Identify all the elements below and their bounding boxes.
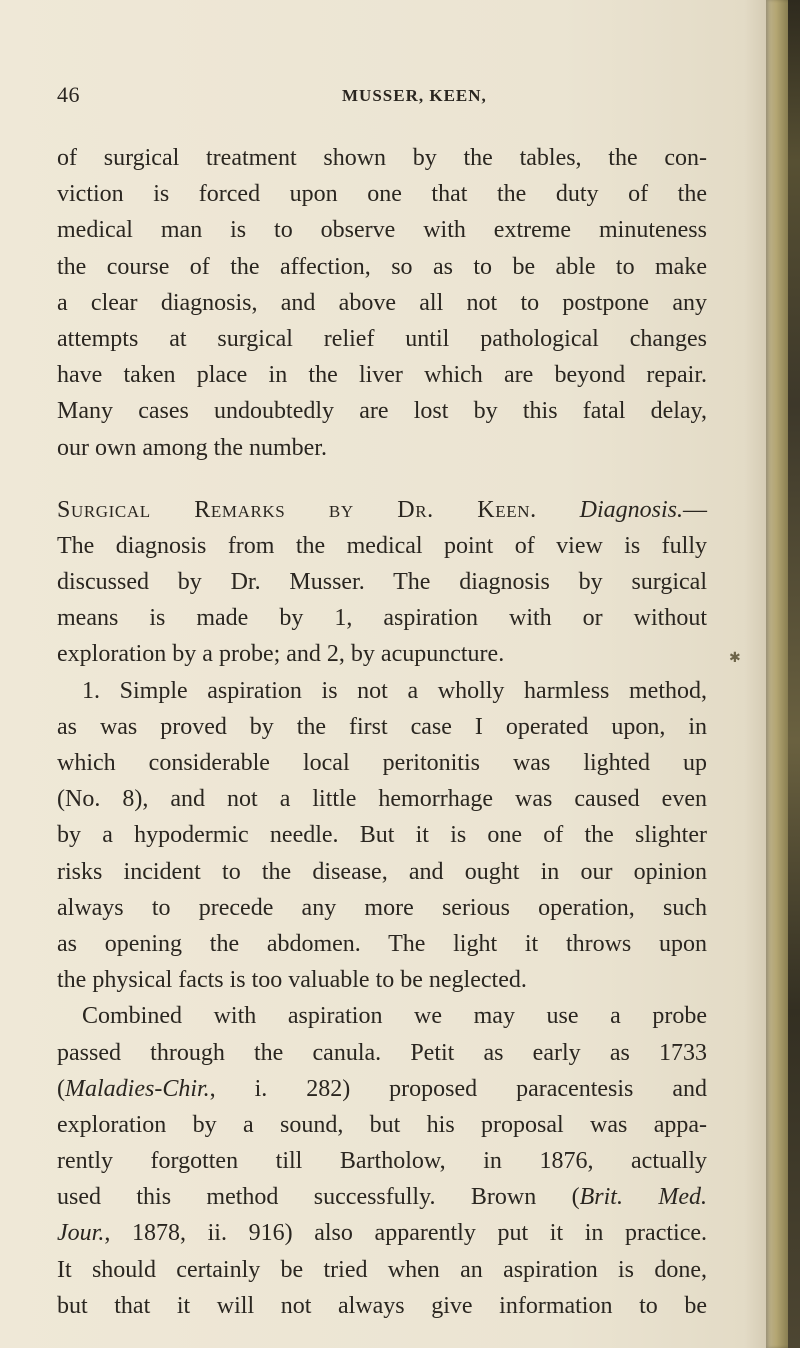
text-line: means is made by 1, aspiration with or without xyxy=(57,605,707,632)
text-line: discussed by Dr. Musser. The diagnosis by surgical xyxy=(57,569,707,596)
paragraph-gap xyxy=(57,466,707,492)
text-line: our own among the number. xyxy=(57,434,327,461)
text-line xyxy=(57,1071,707,1107)
text-fragment: used this method successfully. Brown ( xyxy=(57,1184,580,1211)
text-line: a clear diagnosis, and above all not to postpone any xyxy=(57,289,707,316)
body-text xyxy=(57,140,707,1324)
text-line: attempts at surgical relief until pathological changes xyxy=(57,325,707,352)
citation-title: Brit. Med. xyxy=(579,1184,708,1211)
section-heading: Surgical Remarks by Dr. Keen. xyxy=(57,496,537,523)
page-number: 46 xyxy=(57,82,80,107)
citation-title: Jour. xyxy=(57,1220,105,1247)
text-line: by a hypodermic needle. But it is one of the slighter xyxy=(57,822,707,849)
section-heading-line xyxy=(57,492,707,528)
text-line: (No. 8), and not a little hemorrhage was caused even xyxy=(57,786,707,813)
section-subheading: Diagnosis. xyxy=(579,496,683,523)
text-line: the physical facts is too valuable to be neglected. xyxy=(57,967,527,994)
binding-shadow xyxy=(788,0,800,1348)
text-line xyxy=(57,1215,707,1251)
paren: ( xyxy=(57,1075,65,1102)
text-line xyxy=(57,1179,707,1215)
text-line: but that it will not always give information to be xyxy=(57,1292,707,1319)
text-line: rently forgotten till Bartholow, in 1876, actually xyxy=(57,1148,707,1175)
text-line: as was proved by the first case I operated upon, in xyxy=(57,713,707,740)
text-line: exploration by a sound, but his proposal was appa- xyxy=(57,1111,707,1138)
text-line: It should certainly be tried when an aspiration is done, xyxy=(57,1256,707,1283)
text-line: Many cases undoubtedly are lost by this fatal delay, xyxy=(57,398,707,425)
text-line: Combined with aspiration we may use a probe xyxy=(82,1003,707,1030)
heading-dash: — xyxy=(683,496,707,523)
text-line: The diagnosis from the medical point of view is fully xyxy=(57,532,707,559)
text-line: 1. Simple aspiration is not a wholly harmless method, xyxy=(82,677,707,704)
text-line: of surgical treatment shown by the tables, the con- xyxy=(57,145,707,171)
text-fragment: , i. 282) proposed paracentesis and xyxy=(209,1075,707,1102)
citation-title: Maladies-Chir. xyxy=(65,1075,210,1102)
text-line: passed through the canula. Petit as early as 1733 xyxy=(57,1039,707,1066)
text-line: which considerable local peritonitis was lighted up xyxy=(57,750,707,776)
margin-mark-icon: ✱ xyxy=(729,651,741,666)
text-line: always to precede any more serious operation, such xyxy=(57,894,707,921)
running-head: MUSSER, KEEN, xyxy=(342,86,487,105)
text-line: the course of the affection, so as to be able to make xyxy=(57,253,707,280)
text-line: have taken place in the liver which are beyond repair. xyxy=(57,362,707,389)
text-line: viction is forced upon one that the duty of the xyxy=(57,181,707,208)
text-line: medical man is to observe with extreme minuteness xyxy=(57,217,707,244)
text-line: as opening the abdomen. The light it throws upon xyxy=(57,930,707,957)
text-line: exploration by a probe; and 2, by acupuncture. xyxy=(57,641,505,668)
text-fragment: , 1878, ii. 916) also apparently put it in practice. xyxy=(104,1220,707,1247)
text-line: risks incident to the disease, and ought in our opinion xyxy=(57,858,707,885)
